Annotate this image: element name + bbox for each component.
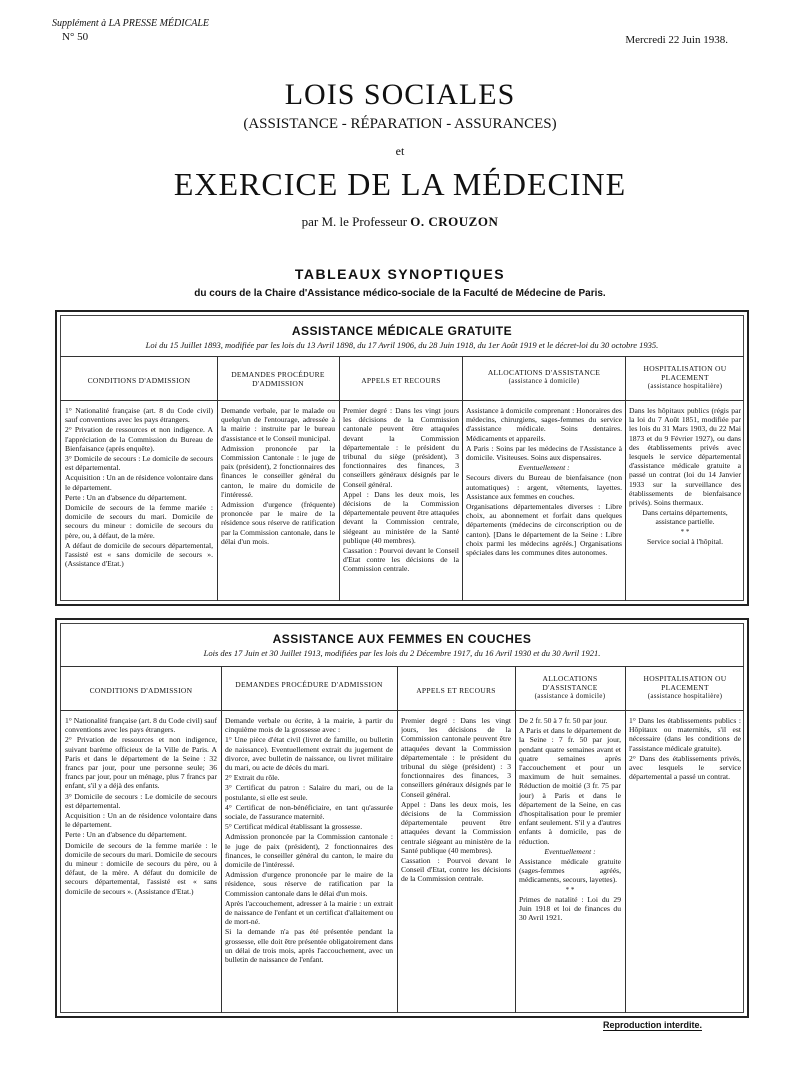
afc-c4-p3: Eventuellement :	[544, 846, 596, 856]
afc-c2-p6: 5° Certificat médical établissant la grossesse.	[225, 822, 363, 832]
amg-c3-p3: Cassation : Pourvoi devant le Conseil d'Etat contre les décisions de la Commission centrale.	[343, 546, 459, 574]
afc-table	[55, 618, 749, 1018]
issue-number: N° 50	[62, 31, 89, 43]
afc-c1-p5: Perte : Un an d'absence du département.	[65, 830, 187, 840]
amg-c4-p2: A Paris : Soins par les médecins de l'Assistance à domicile. Visiteuses. Soins aux dispensaires.	[466, 443, 622, 463]
issue-date: Mercredi 22 Juin 1938.	[625, 34, 728, 46]
afc-vline-4	[625, 666, 626, 1013]
amg-col2-head: DEMANDES PROCÉDURE D'ADMISSION	[231, 370, 325, 388]
afc-col2-cell	[225, 716, 393, 1010]
amg-vline-3	[462, 356, 463, 601]
afc-vline-2	[397, 666, 398, 1013]
afc-stars: * *	[565, 885, 575, 894]
afc-c4-p5: Primes de natalité : Loi du 29 Juin 1918 et loi de finances du 30 Avril 1921.	[519, 894, 621, 923]
afc-col5-sub: (assistance hospitalière)	[647, 692, 723, 700]
amg-c4-p4: Secours divers du Bureau de bienfaisance (non automatiques) : argent, vêtements, layettes. Assistance aux femmes en couches.	[466, 473, 622, 501]
title-et: et	[395, 144, 405, 158]
afc-vline-1	[221, 666, 222, 1013]
amg-col5-cell	[629, 406, 741, 598]
amg-col5-title: HOSPITALISATION OU PLACEMENT	[643, 364, 727, 382]
amg-c1-p4: Acquisition : Un an de résidence volontaire dans le département.	[65, 473, 213, 492]
amg-col5-sub: (assistance hospitalière)	[647, 382, 723, 390]
amg-c1-p6: Domicile de secours de la femme mariée : domicile de secours du mari. Domicile de secours du mineur : domicile de secours du père, ou, à défaut, de la mère.	[65, 503, 213, 540]
title-exercice: EXERCICE DE LA MÉDECINE	[173, 166, 627, 202]
afc-c2-p8: Admission d'urgence prononcée par le maire de la résidence, sous réserve de ratification par la Commission cantonale dans le délai d'un mois.	[225, 870, 393, 898]
amg-c3-p2: Appel : Dans les deux mois, les décisions de la Commission départementale peuvent être attaquées devant la Commission centrale, siégeant au ministère de la Santé publique (40 membres).	[343, 489, 459, 545]
afc-c3-p1: Premier degré : Dans les vingt jours, les décisions de la Commission cantonale peuvent être attaquées devant la Commission départementale : le président du tribunal du siège (président) : 3 fonctionnaires des finances, 3 conseillers généraux désignés par le Conseil général.	[401, 716, 511, 799]
afc-c2-p2: 1° Une pièce d'état civil (livret de famille, ou bulletin de naissance). Eventuellement extrait du jugement de divorce, avec bulletin de naissance, ou livret militaire du mari, ou acte de décès du mari.	[225, 735, 393, 773]
amg-c3-p1: Premier degré : Dans les vingt jours les décisions de la Commission cantonale peuvent être attaquées devant la Commission départementale : le président du tribunal du siège (président), 3 fonctionnaires des finances, 3 conseillers généraux désignés par le Conseil général.	[343, 406, 459, 489]
afc-c1-p4: Acquisition : Un an de résidence volontaire dans le département.	[65, 811, 217, 830]
course-line: du cours de la Chaire d'Assistance médico-sociale de la Faculté de Médecine de Paris.	[194, 288, 606, 299]
amg-c1-p1: 1° Nationalité française (art. 8 du Code civil) sauf conventions avec les pays étrangers.	[65, 406, 213, 425]
afc-c1-p2: 2° Privation de ressources et non indigence, suivant barème officieux de la Ville de Paris. A Paris et dans le département de la Seine : 32 francs par jour, pour une personne seule; 36 francs par jour, pour un ménage, plus 7 francs par enfant, s'il y a déjà des enfants.	[65, 735, 217, 791]
author-prefix: par M. le Professeur	[301, 214, 408, 229]
amg-divider-head	[60, 400, 744, 401]
afc-c3-p2: Appel : Dans les deux mois, les décisions de la Commission départementale peuvent être attaquées devant la Commission centrale siégeant au ministère de la Santé publique (40 membres).	[401, 799, 511, 855]
amg-vline-4	[625, 356, 626, 601]
amg-divider-top	[60, 356, 744, 357]
afc-c4-p4: Assistance médicale gratuite (sages-femmes agréés, médicaments, secours, layettes).	[519, 857, 621, 885]
afc-c2-p1: Demande verbale ou écrite, à la mairie, à partir du cinquième mois de la grossesse avec :	[225, 716, 393, 735]
afc-col5-cell	[629, 716, 741, 1010]
afc-c5-p2: 2° Dans des établissements privés, avec lesquels le service départemental a passé un contrat.	[629, 753, 741, 782]
amg-c1-p7: A défaut de domicile de secours départemental, l'assisté est « sans domicile de secours ». (Assistance d'Etat.)	[65, 540, 213, 569]
afc-col4-head	[517, 674, 623, 701]
amg-c4-p3: Eventuellement :	[518, 463, 570, 473]
afc-c1-p1: 1° Nationalité française (art. 8 du Code civil) sauf conventions avec les pays étrangers.	[65, 716, 217, 735]
amg-c5-p2: Dans certains départements, assistance partielle.	[642, 508, 728, 527]
afc-c5-p1: 1° Dans les établissements publics : Hôpitaux ou maternités, s'il est nécessaire (dans les conditions de l'assistance médicale gratuite).	[629, 716, 741, 753]
afc-col4-sub: (assistance à domicile)	[534, 692, 606, 700]
amg-c2-p3: Admission d'urgence (fréquente) prononcée par le maire de la résidence sous réserve de ratification par la Commission cantonale, dans le délai d'un mois.	[221, 500, 335, 546]
amg-c2-p2: Admission prononcée par la Commission Cantonale : le juge de paix (président), 2 fonctionnaires des finances le conseiller général du canton, le maire du domicile de l'intéressé.	[221, 443, 335, 499]
amg-law: Loi du 15 Juillet 1893, modifiée par les lois du 13 Avril 1898, du 17 Avril 1906, du 28 Juin 1918, du 1er Août 1919 et le décret-loi du 30 octobre 1935.	[145, 340, 659, 350]
afc-c1-p3: 3° Domicile de secours : Le domicile de secours est départemental.	[65, 791, 217, 810]
amg-col1-head: CONDITIONS D'ADMISSION	[87, 376, 191, 385]
amg-c1-p3: 3° Domicile de secours : Le domicile de secours est départemental.	[65, 454, 213, 473]
supplement-label: Supplément à LA PRESSE MÉDICALE	[52, 18, 210, 29]
afc-col5-head	[627, 674, 743, 701]
afc-col3-cell	[401, 716, 511, 1010]
afc-c2-p10: Si la demande n'a pas été présentée pendant la grossesse, elle doit être présentée obligatoirement dans un délai de trois mois, après l'accouchement, avec un bulletin de naissance de l'enfant.	[225, 927, 393, 965]
title-lois-sociales: LOIS SOCIALES	[284, 78, 516, 111]
amg-table	[55, 310, 749, 606]
afc-c4-p1: De 2 fr. 50 à 7 fr. 50 par jour.	[519, 716, 608, 725]
afc-divider-top	[60, 666, 744, 667]
amg-c5-p1: Dans les hôpitaux publics (régis par la loi du 7 Août 1851, modifiée par les lois du 31 Mars 1903, du 22 Mai 1873 et du 9 Février 1927), ou dans des établissements privés avec lesquels le service départemental d'assistance médicale gratuite a passé un contrat (loi du 14 Janvier 1933 sur la surveillance des établissements de bienfaisance privés). Soins thermaux.	[629, 406, 741, 508]
afc-col4-title: ALLOCATIONS D'ASSISTANCE	[542, 674, 598, 692]
afc-title: ASSISTANCE AUX FEMMES EN COUCHES	[272, 632, 532, 646]
afc-vline-3	[515, 666, 516, 1013]
tableaux-heading: TABLEAUX SYNOPTIQUES	[294, 266, 506, 282]
author-name: O. CROUZON	[410, 214, 499, 229]
amg-title: ASSISTANCE MÉDICALE GRATUITE	[291, 324, 513, 338]
afc-c2-p3: 2° Extrait du rôle.	[225, 773, 280, 783]
amg-col1-cell	[65, 406, 213, 598]
afc-col1-cell	[65, 716, 217, 1010]
afc-col1-head: CONDITIONS D'ADMISSION	[89, 686, 193, 695]
afc-col5-title: HOSPITALISATION OU PLACEMENT	[643, 674, 727, 692]
amg-stars: * *	[680, 527, 690, 536]
reproduction-notice: Reproduction interdite.	[603, 1020, 702, 1030]
amg-col3-head: APPELS ET RECOURS	[361, 376, 441, 385]
author-line	[0, 214, 800, 230]
amg-c4-p1: Assistance à domicile comprenant : Honoraires des médecins, chirurgiens, sages-femmes du service d'assistance médicale. Soins dentaires. Médicaments et appareils.	[466, 406, 622, 443]
afc-col4-cell	[519, 716, 621, 1010]
amg-vline-1	[217, 356, 218, 601]
amg-col5-head	[627, 364, 743, 391]
amg-vline-2	[339, 356, 340, 601]
amg-col2-cell	[221, 406, 335, 598]
amg-col4-head	[464, 368, 624, 386]
amg-c2-p1: Demande verbale, par le malade ou quelqu'un de l'entourage, adressée à la mairie : instruite par le bureau d'assistance et le Conseil municipal.	[221, 406, 335, 443]
afc-c4-p2: A Paris et dans le département de la Seine : 7 fr. 50 par jour, pendant quatre semaines avant et quatre semaines après l'accouchement et pour un maximum de huit semaines. Réduction de moitié (3 fr. 75 par jour) à Paris et dans le département de la Seine, en cas d'hospitalisation pour le premier enfant seulement. S'il y a d'autres enfants à domicile, pas de réduction.	[519, 726, 621, 846]
amg-col3-cell	[343, 406, 459, 598]
afc-c2-p9: Après l'accouchement, adresser à la mairie : un extrait de naissance de l'enfant et un certificat d'allaitement ou de mort-né.	[225, 898, 393, 927]
afc-c1-p6: Domicile de secours de la femme mariée : le domicile de secours du mari. Domicile de secours du mineur : domicile de secours du père, ou à défaut, de la mère. A défaut du domicile de secours départemental, l'assisté est « sans domicile de secours ». (Assistance d'Etat.)	[65, 840, 217, 896]
amg-col4-title: ALLOCATIONS D'ASSISTANCE	[487, 368, 601, 377]
afc-c2-p4: 3° Certificat du patron : Salaire du mari, ou de la postulante, si elle est seule.	[225, 783, 393, 802]
amg-c1-p2: 2° Privation de ressources et non indigence. A l'appréciation de la Commission du Bureau de Bienfaisance (après enquête).	[65, 425, 213, 453]
afc-law: Lois des 17 Juin et 30 Juillet 1913, modifiées par les lois du 2 Décembre 1917, du 16 Avril 1930 et du 30 Avril 1921.	[203, 648, 601, 658]
afc-col2-head: DEMANDES PROCÉDURE D'ADMISSION	[235, 680, 383, 689]
title-subtitle: (ASSISTANCE - RÉPARATION - ASSURANCES)	[243, 116, 557, 132]
afc-c2-p7: Admission prononcée par la Commission cantonale : le juge de paix (président), 2 fonctionnaires des finances, le conseiller général du canton, le maire du domicile de l'intéressé.	[225, 832, 393, 870]
amg-c5-p3: Service social à l'hôpital.	[646, 536, 723, 546]
afc-c2-p5: 4° Certificat de non-bénéficiaire, en tant qu'assurée sociale, de l'assurance maternité.	[225, 802, 393, 822]
amg-c4-p5: Organisations départementales diverses : Libre choix, au abonnement et forfait dans quelques départements (médecins de circonscription ou de canton). [Dans le département de la Seine : Libre choix parmi les médecins agréés.] Organisations spéciales dans les communes dites autonomes.	[466, 502, 622, 558]
afc-c3-p3: Cassation : Pourvoi devant le Conseil d'Etat, contre les décisions de la Commission centrale.	[401, 856, 511, 884]
amg-col4-sub: (assistance à domicile)	[508, 377, 580, 385]
afc-divider-head	[60, 710, 744, 711]
amg-col4-cell	[466, 406, 622, 598]
afc-col3-head: APPELS ET RECOURS	[416, 686, 496, 695]
amg-c1-p5: Perte : Un an d'absence du département.	[65, 492, 187, 502]
